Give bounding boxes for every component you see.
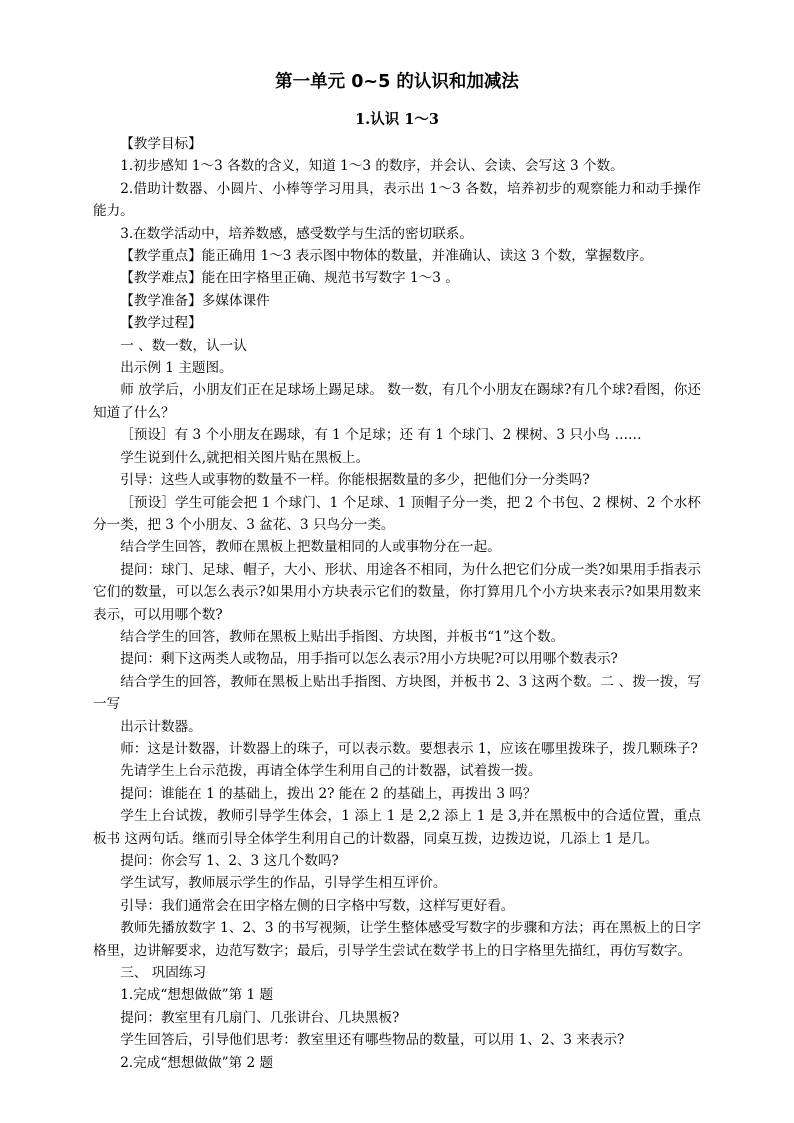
paragraph [93,962,701,984]
paragraph-text: 先请学生上台示范拨，再请全体学生利用自己的计数器，试着拨一拨。 [120,763,542,780]
paragraph [93,155,701,177]
paragraph-text: 引导：我们通常会在田字格左侧的日字格中写数，这样写更好看。 [120,897,515,914]
section-label: 【教学准备】 [120,292,202,309]
lesson-subtitle: 1.认识 1～3 [355,111,439,128]
paragraph-text: 师：这是计数器，计数器上的珠子，可以表示数。要想表示 1，应该在哪里拨珠子，拨几颗珠子? [120,740,698,757]
paragraph [93,984,701,1006]
paragraph [93,1052,701,1074]
paragraph [93,133,701,155]
paragraph [93,223,701,245]
paragraph [93,447,701,469]
document-body [93,133,701,1074]
paragraph [93,1007,701,1029]
paragraph-text: 出示计数器。 [120,718,202,735]
paragraph [93,178,701,223]
paragraph-text: 结合学生的回答，教师在黑板上贴出手指图、方块图，并板书 2、3 这两个数。二 、拨一拨，写一写 [93,673,701,713]
paragraph-text: 学生说到什么,就把相关图片贴在黑板上。 [120,449,370,466]
paragraph-text: 2.借助计数器、小圆片、小棒等学习用具，表示出 1～3 各数，培养初步的观察能力和动手操作能力。 [93,180,701,220]
paragraph [93,648,701,670]
paragraph [93,536,701,558]
paragraph-text: 学生上台试拨，教师引导学生体会，1 添上 1 是 2,2 添上 1 是 3,并在黑板中的合适位置，重点板书 这两句话。继而引导全体学生利用自己的计数器，同桌互拨，边拨边说，几添上 1 是几。 [93,808,701,847]
section-label: 【教学重点】 [120,248,202,265]
paragraph [93,492,701,537]
paragraph [93,559,701,626]
paragraph-text: 学生试写，教师展示学生的作品，引导学生相互评价。 [120,875,447,892]
paragraph [93,335,701,357]
paragraph [93,850,701,872]
paragraph [93,872,701,894]
paragraph-text: 多媒体课件 [201,292,270,309]
document-title: 第一单元 0~5 的认识和加减法 [275,72,519,92]
paragraph-text: 三、 巩固练习 [120,965,207,982]
paragraph [93,245,701,267]
paragraph [93,716,701,738]
paragraph [93,469,701,491]
paragraph [93,267,701,289]
paragraph-text: 提问：剩下这两类人或物品，用手指可以怎么表示?用小方块呢?可以用哪个数表示? [120,651,618,668]
paragraph-text: 提问：你会写 1、2、3 这几个数吗? [120,853,339,869]
paragraph-text: 一 、数一数，认一认 [120,337,247,354]
paragraph-text: 能在田字格里正确、规范书写数字 1～3 。 [201,270,459,287]
paragraph-text: 提问：教室里有几扇门、几张讲台、几块黑板? [120,1009,400,1026]
paragraph [93,760,701,782]
paragraph-text: 教师先播放数字 1、2、3 的书写视频，让学生整体感受写数字的步骤和方法；再在黑板上的日字格里，边讲解要求，边范写数字；最后，引导学生尝试在数学书上的日字格里先描红，再仿写数字。 [93,920,701,959]
paragraph-text: 引导：这些人或事物的数量不一样。你能根据数量的多少，把他们分一分类吗? [120,472,590,489]
paragraph-text: 师 放学后，小朋友们正在足球场上踢足球。 数一数，有几个小朋友在踢球?有几个球?看图，你还知道了什么？ [93,382,701,421]
paragraph [93,357,701,379]
paragraph [93,424,701,446]
paragraph [93,671,701,716]
paragraph [93,805,701,850]
paragraph [93,738,701,760]
paragraph-text: 【教学目标】 [120,136,202,152]
paragraph [93,917,701,962]
section-label: 【教学难点】 [120,270,202,287]
paragraph-text: ［预设］学生可能会把 1 个球门、1 个足球、1 顶帽子分一类，把 2 个书包、2 棵树、2 个水杯分一类，把 3 个小朋友、3 盆花、3 只鸟分一类。 [93,494,701,533]
paragraph-text: 1.完成“想想做做”第 1 题 [120,987,274,1004]
paragraph-text: 1.初步感知 1～3 各数的含义，知道 1～3 的数序，并会认、会读、会写这 3 个数。 [120,158,624,175]
paragraph [93,1029,701,1051]
paragraph-text: 【教学过程】 [120,315,202,332]
paragraph [93,895,701,917]
paragraph [93,626,701,648]
paragraph-text: 能正确用 1～3 表示图中物体的数量，并准确认、读这 3 个数，掌握数序。 [201,248,653,265]
paragraph-text: 提问：球门、足球、帽子，大小、形状、用途各不相同，为什么把它们分成一类?如果用手指表示它们的数量，可以怎么表示?如果用小方块表示它们的数量，你打算用几个小方块来表示?如果用数来表示，可以用哪个数? [93,561,701,623]
paragraph [93,290,701,312]
paragraph-text: 3.在数学活动中，培养数感，感受数学与生活的密切联系。 [120,225,473,242]
paragraph [93,312,701,334]
paragraph-text: 结合学生回答，教师在黑板上把数量相同的人或事物分在一起。 [120,539,501,556]
paragraph-text: ［预设］有 3 个小朋友在踢球，有 1 个足球；还 有 1 个球门、2 棵树、3 只小鸟 …… [120,427,642,444]
paragraph [93,379,701,424]
paragraph-text: 出示例 1 主题图。 [120,360,233,377]
paragraph-text: 2.完成“想想做做”第 2 题 [120,1054,274,1071]
paragraph-text: 学生回答后，引导他们思考：教室里还有哪些物品的数量，可以用 1、2、3 来表示? [120,1032,625,1049]
paragraph-text: 提问：谁能在 1 的基础上，拨出 2? 能在 2 的基础上，再拨出 3 吗？ [120,785,537,802]
paragraph [93,783,701,805]
paragraph-text: 结合学生的回答，教师在黑板上贴出手指图、方块图，并板书“1”这个数。 [120,628,565,645]
